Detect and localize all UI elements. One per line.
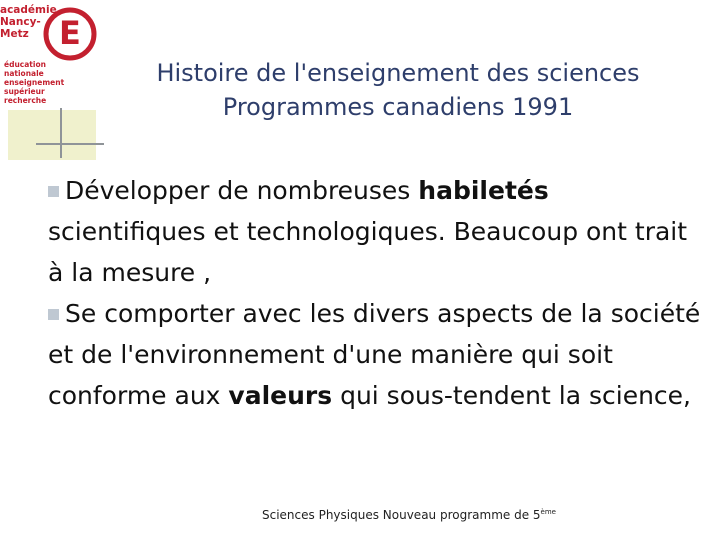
slide-title [100, 56, 696, 124]
footer-superscript: ème [540, 508, 556, 516]
footer-text: Sciences Physiques Nouveau programme de 5 [262, 508, 541, 522]
decorative-block [8, 110, 96, 160]
logo-e-letter: E [59, 14, 81, 52]
square-bullet-icon [48, 186, 59, 197]
logo-sub-line: supérieur [4, 87, 45, 96]
bullet-text: qui sous-tendent la science, [332, 381, 691, 410]
bullet-item [48, 170, 708, 293]
bullet-bold-text: valeurs [228, 381, 333, 410]
square-bullet-icon [48, 309, 59, 320]
logo-sub-line: nationale [4, 69, 44, 78]
logo-sub-line: éducation [4, 60, 46, 69]
logo-name-line1: académie [0, 4, 57, 16]
logo-name-line2: Nancy-Metz [0, 16, 41, 40]
decorative-vertical-line [60, 108, 62, 158]
slide-footer [262, 508, 556, 522]
bullet-text: Se comporter avec les divers aspects de la société et de l'environnement d'une manière qui soit conforme aux [48, 299, 701, 410]
bullet-item [48, 293, 708, 416]
slide-title-line2: Programmes canadiens 1991 [222, 93, 574, 121]
bullet-bold-text: habiletés [418, 176, 549, 205]
slide-body [48, 170, 708, 416]
logo-sub-line: enseignement [4, 78, 65, 87]
bullet-text: scientifiques et technologiques. Beaucoup ont trait à la mesure , [48, 217, 688, 287]
bullet-text: Développer de nombreuses [65, 176, 419, 205]
academie-logo [0, 0, 100, 120]
logo-sub-line: recherche [4, 96, 47, 105]
slide-title-line1: Histoire de l'enseignement des sciences [156, 59, 640, 87]
decorative-horizontal-line [36, 143, 104, 145]
